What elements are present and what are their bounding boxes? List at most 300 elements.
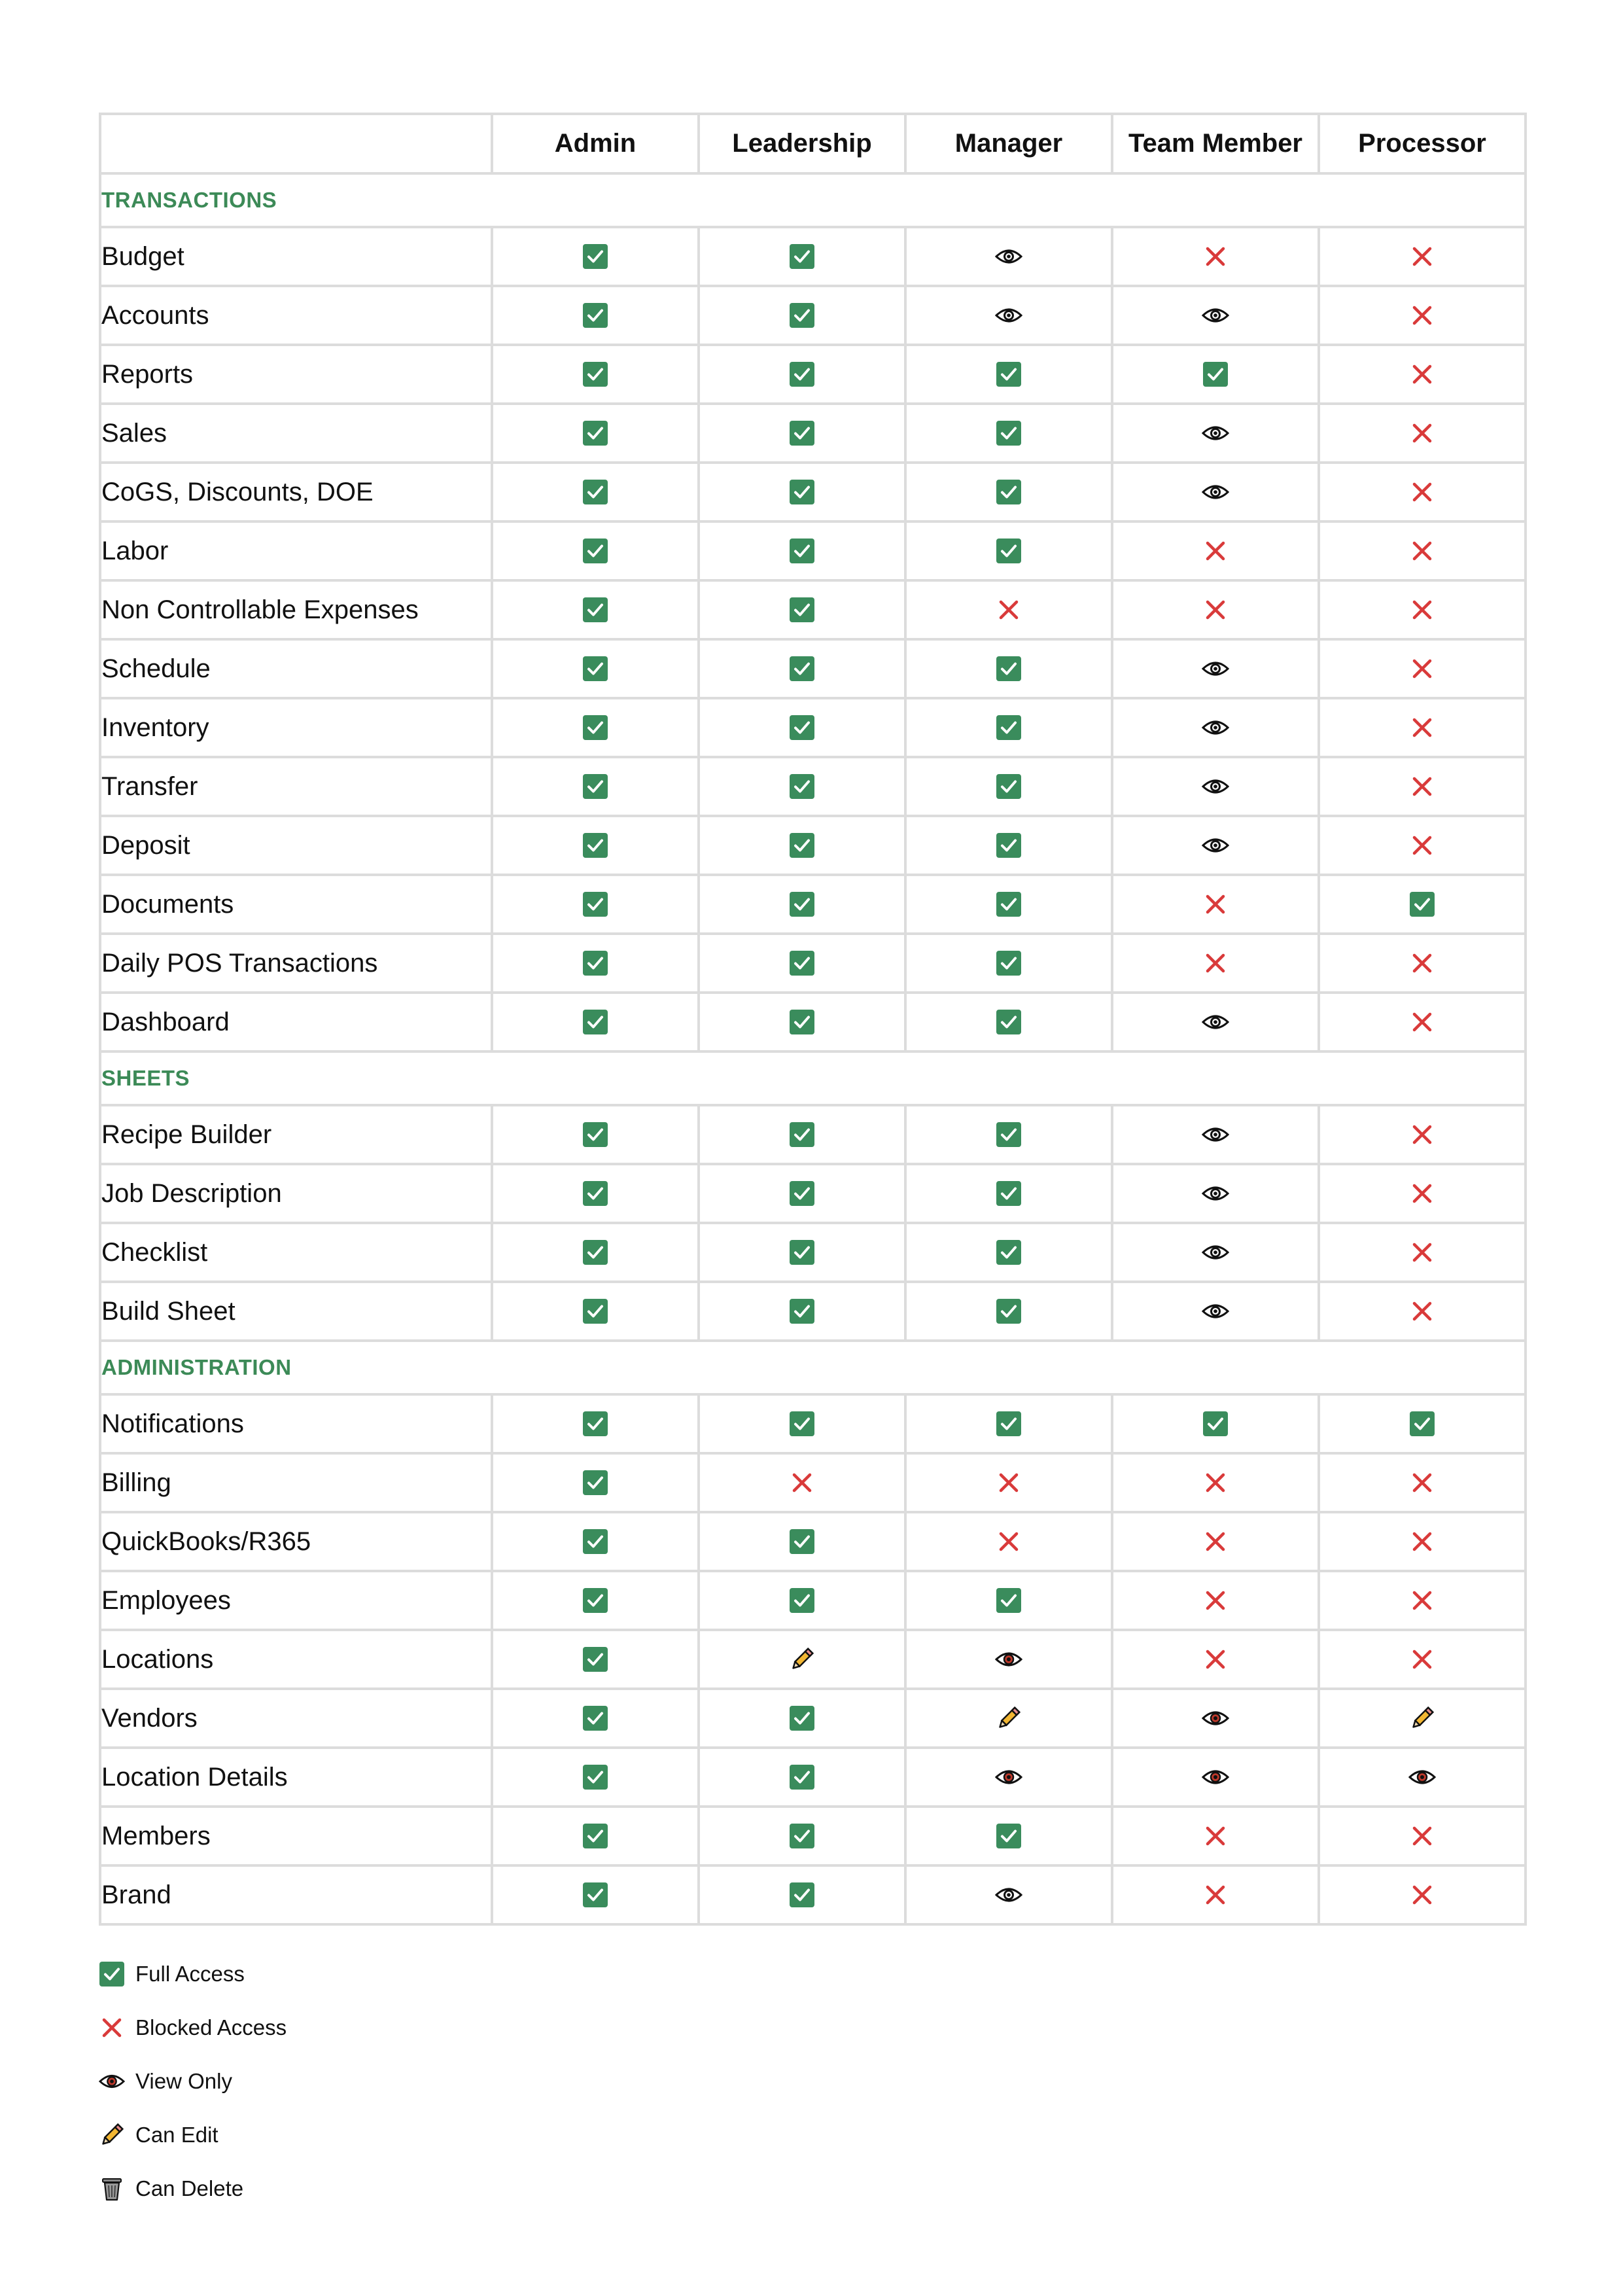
feature-label: Notifications (100, 1394, 492, 1453)
eye-icon (1202, 424, 1229, 442)
access-cell-leadership (699, 639, 905, 698)
legend-item-can-delete (99, 2162, 287, 2216)
check-icon (996, 1298, 1022, 1324)
check-icon (99, 1961, 125, 1987)
access-cell-manager (905, 816, 1112, 875)
cross-icon (1411, 1300, 1433, 1322)
header-row (100, 114, 1526, 173)
permission-row-vendors (100, 1689, 1526, 1748)
eye-icon (995, 1886, 1022, 1904)
access-cell-processor (1319, 993, 1526, 1051)
access-cell-processor (1319, 639, 1526, 698)
check-icon (789, 1823, 815, 1849)
feature-label: Transfer (100, 757, 492, 816)
cross-icon (998, 1530, 1020, 1553)
access-cell-manager (905, 1571, 1112, 1630)
access-cell-admin (492, 1105, 699, 1164)
access-cell-manager (905, 934, 1112, 993)
access-cell-processor (1319, 1282, 1526, 1341)
feature-label: Locations (100, 1630, 492, 1689)
section-header-transactions (100, 173, 1526, 227)
legend-label: Full Access (135, 1962, 245, 1986)
cross-icon (1204, 893, 1227, 915)
check-icon (582, 891, 608, 917)
legend-item-can-edit (99, 2108, 287, 2162)
column-header-team-member: Team Member (1112, 114, 1319, 173)
cross-icon (998, 599, 1020, 621)
access-cell-admin (492, 227, 699, 286)
eye-icon (995, 1768, 1022, 1786)
access-cell-manager (905, 1223, 1112, 1282)
access-cell-admin (492, 1571, 699, 1630)
access-cell-manager (905, 993, 1112, 1051)
feature-label: Inventory (100, 698, 492, 757)
eye-icon (1202, 1243, 1229, 1262)
access-cell-team-member (1112, 1282, 1319, 1341)
check-icon (789, 538, 815, 564)
access-cell-team-member (1112, 1748, 1319, 1807)
check-icon (582, 1587, 608, 1614)
permission-row-dashboard (100, 993, 1526, 1051)
check-icon (1409, 1411, 1435, 1437)
cross-icon (1204, 540, 1227, 562)
cross-icon (1411, 1472, 1433, 1494)
access-cell-team-member (1112, 580, 1319, 639)
cross-icon (1204, 245, 1227, 268)
check-icon (789, 597, 815, 623)
access-cell-leadership (699, 1394, 905, 1453)
access-cell-processor (1319, 698, 1526, 757)
permission-row-checklist (100, 1223, 1526, 1282)
access-cell-leadership (699, 1748, 905, 1807)
cross-icon (1411, 834, 1433, 857)
cross-icon (1411, 1011, 1433, 1033)
permission-row-daily-pos-transactions (100, 934, 1526, 993)
check-icon (582, 420, 608, 446)
legend-label: Can Delete (135, 2176, 244, 2200)
check-icon (582, 715, 608, 741)
cross-icon (1204, 1530, 1227, 1553)
trash-icon (99, 2176, 125, 2202)
access-cell-manager (905, 580, 1112, 639)
check-icon (996, 773, 1022, 800)
access-cell-processor (1319, 1689, 1526, 1748)
access-cell-manager (905, 1105, 1112, 1164)
cross-icon (1411, 716, 1433, 739)
feature-label: Recipe Builder (100, 1105, 492, 1164)
access-cell-processor (1319, 1748, 1526, 1807)
cross-icon (1204, 1825, 1227, 1847)
check-icon (996, 420, 1022, 446)
eye-icon (1202, 483, 1229, 501)
section-title: ADMINISTRATION (100, 1341, 1526, 1394)
feature-label: Budget (100, 227, 492, 286)
eye-icon (1202, 1125, 1229, 1144)
cross-icon (1411, 540, 1433, 562)
legend-label: Can Edit (135, 2123, 218, 2147)
pencil-icon (996, 1705, 1022, 1731)
access-cell-team-member (1112, 1223, 1319, 1282)
permission-row-employees (100, 1571, 1526, 1630)
check-icon (996, 715, 1022, 741)
access-cell-admin (492, 1807, 699, 1865)
cross-icon (1204, 1472, 1227, 1494)
access-cell-processor (1319, 1865, 1526, 1924)
access-cell-manager (905, 1689, 1112, 1748)
access-cell-team-member (1112, 757, 1319, 816)
permission-row-schedule (100, 639, 1526, 698)
pencil-icon (99, 2122, 125, 2148)
column-header-processor: Processor (1319, 114, 1526, 173)
access-cell-team-member (1112, 934, 1319, 993)
check-icon (789, 1587, 815, 1614)
eye-icon (1202, 1709, 1229, 1727)
eye-icon (995, 306, 1022, 325)
check-icon (789, 1122, 815, 1148)
access-cell-team-member (1112, 345, 1319, 404)
pencil-icon (789, 1646, 815, 1672)
section-title: SHEETS (100, 1051, 1526, 1105)
access-cell-leadership (699, 521, 905, 580)
access-cell-admin (492, 1689, 699, 1748)
access-cell-manager (905, 757, 1112, 816)
access-cell-admin (492, 993, 699, 1051)
access-cell-processor (1319, 227, 1526, 286)
feature-label: Non Controllable Expenses (100, 580, 492, 639)
access-cell-manager (905, 1630, 1112, 1689)
check-icon (582, 361, 608, 387)
check-icon (582, 773, 608, 800)
feature-label: Reports (100, 345, 492, 404)
permission-row-non-controllable-expenses (100, 580, 1526, 639)
cross-icon (998, 1472, 1020, 1494)
cross-icon (1411, 363, 1433, 385)
access-cell-team-member (1112, 1571, 1319, 1630)
access-cell-team-member (1112, 816, 1319, 875)
check-icon (996, 950, 1022, 976)
cross-icon (791, 1472, 813, 1494)
permission-row-deposit (100, 816, 1526, 875)
cross-icon (1411, 481, 1433, 503)
permissions-table-body (100, 173, 1526, 1924)
access-cell-processor (1319, 580, 1526, 639)
cross-icon (1204, 952, 1227, 974)
check-icon (582, 1882, 608, 1908)
feature-label: Documents (100, 875, 492, 934)
legend-item-full-access (99, 1947, 287, 2001)
access-cell-team-member (1112, 1865, 1319, 1924)
access-cell-leadership (699, 227, 905, 286)
permission-row-documents (100, 875, 1526, 934)
check-icon (789, 1239, 815, 1265)
check-icon (582, 1470, 608, 1496)
access-cell-leadership (699, 463, 905, 521)
cross-icon (1204, 1589, 1227, 1612)
permission-row-locations (100, 1630, 1526, 1689)
access-cell-admin (492, 1865, 699, 1924)
feature-label: CoGS, Discounts, DOE (100, 463, 492, 521)
cross-icon (1204, 1648, 1227, 1670)
check-icon (789, 479, 815, 505)
section-header-administration (100, 1341, 1526, 1394)
section-title: TRANSACTIONS (100, 173, 1526, 227)
feature-label: Dashboard (100, 993, 492, 1051)
access-cell-manager (905, 404, 1112, 463)
access-cell-team-member (1112, 1807, 1319, 1865)
access-cell-processor (1319, 1512, 1526, 1571)
access-cell-manager (905, 639, 1112, 698)
permission-row-members (100, 1807, 1526, 1865)
access-cell-admin (492, 1453, 699, 1512)
check-icon (789, 1882, 815, 1908)
access-cell-team-member (1112, 1689, 1319, 1748)
access-cell-leadership (699, 1105, 905, 1164)
check-icon (789, 243, 815, 270)
check-icon (582, 243, 608, 270)
access-cell-team-member (1112, 698, 1319, 757)
check-icon (789, 1009, 815, 1035)
access-cell-processor (1319, 1630, 1526, 1689)
access-cell-admin (492, 934, 699, 993)
access-cell-team-member (1112, 1512, 1319, 1571)
pencil-icon (1409, 1705, 1435, 1731)
check-icon (582, 597, 608, 623)
check-icon (1202, 1411, 1229, 1437)
check-icon (789, 1764, 815, 1790)
access-cell-leadership (699, 1571, 905, 1630)
check-icon (582, 832, 608, 858)
access-cell-leadership (699, 875, 905, 934)
feature-label: Build Sheet (100, 1282, 492, 1341)
feature-label: Sales (100, 404, 492, 463)
access-cell-admin (492, 463, 699, 521)
access-cell-admin (492, 404, 699, 463)
access-cell-admin (492, 1394, 699, 1453)
check-icon (582, 1411, 608, 1437)
permission-row-brand (100, 1865, 1526, 1924)
check-icon (996, 1411, 1022, 1437)
access-cell-leadership (699, 580, 905, 639)
check-icon (582, 1180, 608, 1207)
check-icon (996, 538, 1022, 564)
access-cell-processor (1319, 757, 1526, 816)
check-icon (582, 1528, 608, 1555)
check-icon (789, 773, 815, 800)
section-header-sheets (100, 1051, 1526, 1105)
cross-icon (1411, 775, 1433, 798)
check-icon (996, 656, 1022, 682)
eye-icon (99, 2072, 125, 2091)
legend (99, 1947, 287, 2216)
check-icon (582, 1298, 608, 1324)
access-cell-admin (492, 345, 699, 404)
permission-row-job-description (100, 1164, 1526, 1223)
access-cell-admin (492, 580, 699, 639)
legend-item-view-only (99, 2055, 287, 2108)
check-icon (582, 1009, 608, 1035)
feature-label: Checklist (100, 1223, 492, 1282)
permission-row-inventory (100, 698, 1526, 757)
eye-icon (1202, 1302, 1229, 1320)
eye-icon (995, 247, 1022, 266)
access-cell-admin (492, 1630, 699, 1689)
permission-row-billing (100, 1453, 1526, 1512)
cross-icon (1411, 1825, 1433, 1847)
access-cell-leadership (699, 934, 905, 993)
permission-row-transfer (100, 757, 1526, 816)
access-cell-leadership (699, 1807, 905, 1865)
permission-row-recipe-builder (100, 1105, 1526, 1164)
access-cell-team-member (1112, 1105, 1319, 1164)
check-icon (789, 950, 815, 976)
cross-icon (1411, 1241, 1433, 1263)
access-cell-processor (1319, 1223, 1526, 1282)
access-cell-processor (1319, 1105, 1526, 1164)
permission-row-labor (100, 521, 1526, 580)
access-cell-team-member (1112, 227, 1319, 286)
eye-icon (1202, 777, 1229, 796)
access-cell-leadership (699, 993, 905, 1051)
permission-row-notifications (100, 1394, 1526, 1453)
access-cell-manager (905, 227, 1112, 286)
cross-icon (1411, 1648, 1433, 1670)
legend-item-blocked-access (99, 2001, 287, 2055)
eye-icon (1202, 1768, 1229, 1786)
access-cell-admin (492, 1282, 699, 1341)
access-cell-processor (1319, 404, 1526, 463)
header-corner (100, 114, 492, 173)
check-icon (582, 1764, 608, 1790)
feature-label: Accounts (100, 286, 492, 345)
access-cell-admin (492, 875, 699, 934)
check-icon (789, 1528, 815, 1555)
access-cell-leadership (699, 816, 905, 875)
check-icon (1409, 891, 1435, 917)
access-cell-processor (1319, 345, 1526, 404)
access-cell-leadership (699, 1223, 905, 1282)
check-icon (996, 1009, 1022, 1035)
access-cell-leadership (699, 1512, 905, 1571)
access-cell-leadership (699, 1865, 905, 1924)
eye-icon (1202, 836, 1229, 855)
cross-icon (1411, 1530, 1433, 1553)
check-icon (996, 891, 1022, 917)
access-cell-manager (905, 521, 1112, 580)
access-cell-team-member (1112, 993, 1319, 1051)
feature-label: Members (100, 1807, 492, 1865)
access-cell-leadership (699, 1453, 905, 1512)
access-cell-manager (905, 1807, 1112, 1865)
access-cell-admin (492, 816, 699, 875)
column-header-manager: Manager (905, 114, 1112, 173)
access-cell-admin (492, 1512, 699, 1571)
permission-row-build-sheet (100, 1282, 1526, 1341)
check-icon (996, 1587, 1022, 1614)
access-cell-admin (492, 521, 699, 580)
permission-row-quickbooks-r365 (100, 1512, 1526, 1571)
check-icon (582, 1646, 608, 1672)
check-icon (996, 1122, 1022, 1148)
cross-icon (1204, 1884, 1227, 1906)
feature-label: Daily POS Transactions (100, 934, 492, 993)
check-icon (1202, 361, 1229, 387)
check-icon (789, 1705, 815, 1731)
access-cell-admin (492, 286, 699, 345)
access-cell-processor (1319, 934, 1526, 993)
access-cell-team-member (1112, 1630, 1319, 1689)
check-icon (582, 1823, 608, 1849)
access-cell-admin (492, 639, 699, 698)
access-cell-manager (905, 286, 1112, 345)
check-icon (789, 656, 815, 682)
access-cell-admin (492, 757, 699, 816)
access-cell-leadership (699, 757, 905, 816)
access-cell-leadership (699, 286, 905, 345)
feature-label: Brand (100, 1865, 492, 1924)
cross-icon (1411, 1884, 1433, 1906)
check-icon (582, 479, 608, 505)
check-icon (789, 302, 815, 328)
access-cell-manager (905, 875, 1112, 934)
check-icon (582, 1239, 608, 1265)
feature-label: Labor (100, 521, 492, 580)
feature-label: Location Details (100, 1748, 492, 1807)
access-cell-team-member (1112, 521, 1319, 580)
eye-icon (1202, 660, 1229, 678)
access-cell-manager (905, 345, 1112, 404)
permissions-table (99, 113, 1527, 1926)
check-icon (789, 1180, 815, 1207)
access-cell-leadership (699, 404, 905, 463)
access-cell-processor (1319, 875, 1526, 934)
access-cell-manager (905, 1748, 1112, 1807)
column-header-leadership: Leadership (699, 114, 905, 173)
feature-label: Vendors (100, 1689, 492, 1748)
access-cell-processor (1319, 1453, 1526, 1512)
cross-icon (1411, 304, 1433, 327)
feature-label: Employees (100, 1571, 492, 1630)
permission-row-sales (100, 404, 1526, 463)
check-icon (996, 832, 1022, 858)
permission-row-location-details (100, 1748, 1526, 1807)
access-cell-admin (492, 1164, 699, 1223)
access-cell-leadership (699, 1630, 905, 1689)
permission-row-reports (100, 345, 1526, 404)
eye-icon (1202, 306, 1229, 325)
check-icon (996, 361, 1022, 387)
access-cell-manager (905, 463, 1112, 521)
check-icon (582, 1122, 608, 1148)
eye-icon (995, 1650, 1022, 1669)
access-cell-leadership (699, 1282, 905, 1341)
check-icon (582, 1705, 608, 1731)
access-cell-manager (905, 1453, 1112, 1512)
access-cell-leadership (699, 1164, 905, 1223)
eye-icon (1202, 718, 1229, 737)
access-cell-manager (905, 1282, 1112, 1341)
feature-label: QuickBooks/R365 (100, 1512, 492, 1571)
cross-icon (1411, 599, 1433, 621)
access-cell-manager (905, 1394, 1112, 1453)
check-icon (996, 479, 1022, 505)
access-cell-team-member (1112, 463, 1319, 521)
cross-icon (1204, 599, 1227, 621)
access-cell-team-member (1112, 286, 1319, 345)
cross-icon (1411, 1182, 1433, 1205)
access-cell-team-member (1112, 1394, 1319, 1453)
check-icon (582, 950, 608, 976)
eye-icon (1202, 1013, 1229, 1031)
